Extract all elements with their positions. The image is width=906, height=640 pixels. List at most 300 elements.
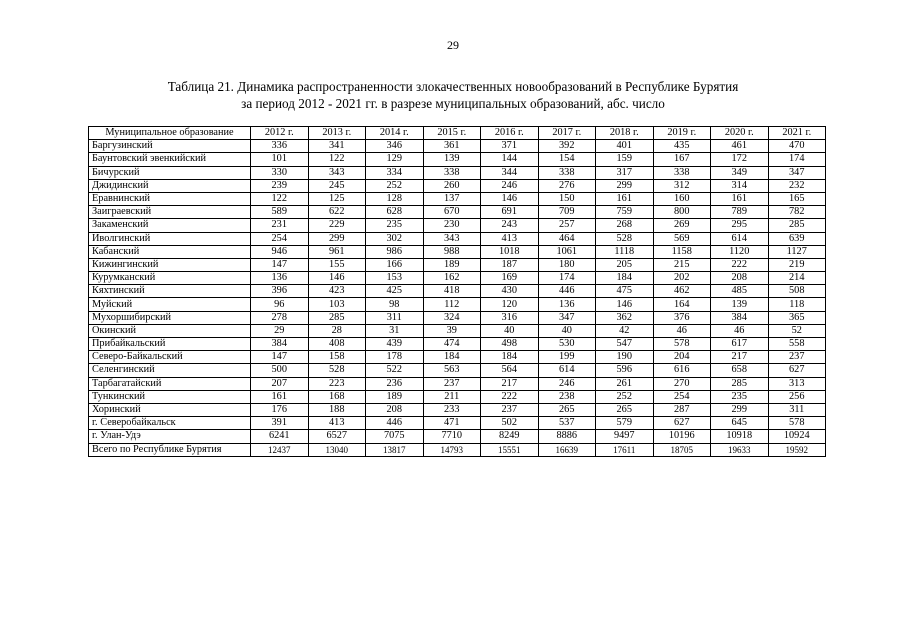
table-row [89,324,826,337]
value-cell: 18705 [653,443,711,456]
cancer-prevalence-table [88,126,826,457]
value-cell: 214 [768,272,826,285]
value-cell: 334 [366,166,424,179]
value-cell: 235 [366,219,424,232]
value-cell: 246 [538,377,596,390]
value-cell: 10918 [711,430,769,443]
value-cell: 153 [366,272,424,285]
value-cell: 237 [423,377,481,390]
value-cell: 261 [596,377,654,390]
table-header-row [89,127,826,140]
value-cell: 215 [653,258,711,271]
value-cell: 160 [653,192,711,205]
value-cell: 7710 [423,430,481,443]
value-cell: 6241 [251,430,309,443]
value-cell: 184 [596,272,654,285]
column-header: 2016 г. [481,127,539,140]
municipality-cell: Муйский [89,298,251,311]
value-cell: 136 [251,272,309,285]
value-cell: 9497 [596,430,654,443]
table-row [89,206,826,219]
value-cell: 446 [366,417,424,430]
value-cell: 254 [653,390,711,403]
value-cell: 338 [423,166,481,179]
value-cell: 276 [538,179,596,192]
value-cell: 164 [653,298,711,311]
municipality-cell: Кяхтинский [89,285,251,298]
municipality-cell: Всего по Республике Бурятия [89,443,251,456]
value-cell: 528 [308,364,366,377]
table-row [89,272,826,285]
value-cell: 144 [481,153,539,166]
value-cell: 13040 [308,443,366,456]
value-cell: 146 [481,192,539,205]
value-cell: 155 [308,258,366,271]
value-cell: 295 [711,219,769,232]
value-cell: 166 [366,258,424,271]
table-row [89,298,826,311]
value-cell: 311 [768,403,826,416]
value-cell: 371 [481,140,539,153]
value-cell: 622 [308,206,366,219]
value-cell: 28 [308,324,366,337]
value-cell: 265 [538,403,596,416]
table-row [89,192,826,205]
value-cell: 169 [481,272,539,285]
value-cell: 278 [251,311,309,324]
value-cell: 617 [711,338,769,351]
value-cell: 235 [711,390,769,403]
table-row [89,285,826,298]
table-body [89,140,826,457]
value-cell: 29 [251,324,309,337]
value-cell: 376 [653,311,711,324]
column-header: 2012 г. [251,127,309,140]
value-cell: 254 [251,232,309,245]
value-cell: 401 [596,140,654,153]
value-cell: 330 [251,166,309,179]
table-row [89,390,826,403]
value-cell: 392 [538,140,596,153]
value-cell: 336 [251,140,309,153]
value-cell: 122 [308,153,366,166]
value-cell: 180 [538,258,596,271]
municipality-cell: Баунтовский эвенкийский [89,153,251,166]
value-cell: 128 [366,192,424,205]
value-cell: 120 [481,298,539,311]
value-cell: 257 [538,219,596,232]
value-cell: 522 [366,364,424,377]
municipality-cell: Окинский [89,324,251,337]
table-row [89,377,826,390]
value-cell: 285 [711,377,769,390]
value-cell: 446 [538,285,596,298]
value-cell: 502 [481,417,539,430]
value-cell: 475 [596,285,654,298]
value-cell: 222 [481,390,539,403]
table-row [89,258,826,271]
value-cell: 344 [481,166,539,179]
value-cell: 12437 [251,443,309,456]
value-cell: 471 [423,417,481,430]
value-cell: 204 [653,351,711,364]
value-cell: 252 [366,179,424,192]
value-cell: 103 [308,298,366,311]
value-cell: 147 [251,258,309,271]
value-cell: 211 [423,390,481,403]
municipality-cell: Заиграевский [89,206,251,219]
value-cell: 161 [251,390,309,403]
value-cell: 178 [366,351,424,364]
value-cell: 691 [481,206,539,219]
value-cell: 101 [251,153,309,166]
value-cell: 40 [538,324,596,337]
value-cell: 265 [596,403,654,416]
table-row [89,430,826,443]
value-cell: 238 [538,390,596,403]
value-cell: 537 [538,417,596,430]
value-cell: 260 [423,179,481,192]
municipality-cell: г. Улан-Удэ [89,430,251,443]
table-row [89,311,826,324]
value-cell: 347 [538,311,596,324]
value-cell: 246 [481,179,539,192]
value-cell: 461 [711,140,769,153]
value-cell: 338 [538,166,596,179]
municipality-cell: Джидинский [89,179,251,192]
value-cell: 189 [423,258,481,271]
value-cell: 172 [711,153,769,166]
value-cell: 324 [423,311,481,324]
value-cell: 39 [423,324,481,337]
value-cell: 474 [423,338,481,351]
column-header: 2014 г. [366,127,424,140]
table-title-line-1: Таблица 21. Динамика распространенности злокачественных новообразований в Республике Бурятия [167,79,739,94]
value-cell: 391 [251,417,309,430]
value-cell: 165 [768,192,826,205]
value-cell: 187 [481,258,539,271]
value-cell: 245 [308,179,366,192]
value-cell: 709 [538,206,596,219]
value-cell: 46 [653,324,711,337]
value-cell: 122 [251,192,309,205]
column-header: 2021 г. [768,127,826,140]
municipality-cell: Тункинский [89,390,251,403]
value-cell: 362 [596,311,654,324]
value-cell: 558 [768,338,826,351]
value-cell: 946 [251,245,309,258]
value-cell: 1127 [768,245,826,258]
value-cell: 137 [423,192,481,205]
municipality-cell: Закаменский [89,219,251,232]
table-row [89,245,826,258]
value-cell: 485 [711,285,769,298]
value-cell: 589 [251,206,309,219]
value-cell: 150 [538,192,596,205]
value-cell: 347 [768,166,826,179]
value-cell: 118 [768,298,826,311]
value-cell: 346 [366,140,424,153]
municipality-cell: Северо-Байкальский [89,351,251,364]
value-cell: 316 [481,311,539,324]
value-cell: 268 [596,219,654,232]
value-cell: 782 [768,206,826,219]
value-cell: 408 [308,338,366,351]
value-cell: 1120 [711,245,769,258]
page-number: 29 [447,38,459,52]
value-cell: 470 [768,140,826,153]
value-cell: 188 [308,403,366,416]
value-cell: 154 [538,153,596,166]
value-cell: 147 [251,351,309,364]
table-row [89,351,826,364]
value-cell: 596 [596,364,654,377]
table-title-line-2: за период 2012 - 2021 гг. в разрезе муниципальных образований, абс. число [241,96,665,111]
value-cell: 343 [423,232,481,245]
table-row [89,166,826,179]
value-cell: 112 [423,298,481,311]
value-cell: 961 [308,245,366,258]
municipality-cell: Иволгинский [89,232,251,245]
value-cell: 174 [538,272,596,285]
value-cell: 223 [308,377,366,390]
value-cell: 190 [596,351,654,364]
value-cell: 199 [538,351,596,364]
value-cell: 98 [366,298,424,311]
value-cell: 435 [653,140,711,153]
value-cell: 237 [768,351,826,364]
value-cell: 217 [711,351,769,364]
table-row [89,153,826,166]
value-cell: 627 [653,417,711,430]
value-cell: 302 [366,232,424,245]
value-cell: 314 [711,179,769,192]
value-cell: 237 [481,403,539,416]
total-row [89,443,826,456]
value-cell: 202 [653,272,711,285]
value-cell: 413 [481,232,539,245]
value-cell: 361 [423,140,481,153]
value-cell: 508 [768,285,826,298]
value-cell: 162 [423,272,481,285]
value-cell: 1158 [653,245,711,258]
value-cell: 614 [711,232,769,245]
value-cell: 230 [423,219,481,232]
value-cell: 189 [366,390,424,403]
value-cell: 569 [653,232,711,245]
municipality-cell: Курумканский [89,272,251,285]
value-cell: 229 [308,219,366,232]
value-cell: 13817 [366,443,424,456]
value-cell: 16639 [538,443,596,456]
value-cell: 563 [423,364,481,377]
value-cell: 627 [768,364,826,377]
value-cell: 639 [768,232,826,245]
value-cell: 19592 [768,443,826,456]
column-header: 2019 г. [653,127,711,140]
column-header: 2017 г. [538,127,596,140]
value-cell: 15551 [481,443,539,456]
value-cell: 252 [596,390,654,403]
value-cell: 418 [423,285,481,298]
value-cell: 464 [538,232,596,245]
value-cell: 14793 [423,443,481,456]
value-cell: 579 [596,417,654,430]
value-cell: 498 [481,338,539,351]
value-cell: 184 [481,351,539,364]
value-cell: 285 [768,219,826,232]
value-cell: 564 [481,364,539,377]
value-cell: 313 [768,377,826,390]
value-cell: 184 [423,351,481,364]
value-cell: 578 [653,338,711,351]
value-cell: 158 [308,351,366,364]
value-cell: 439 [366,338,424,351]
value-cell: 312 [653,179,711,192]
value-cell: 299 [596,179,654,192]
value-cell: 159 [596,153,654,166]
value-cell: 530 [538,338,596,351]
value-cell: 317 [596,166,654,179]
value-cell: 789 [711,206,769,219]
value-cell: 232 [768,179,826,192]
value-cell: 146 [596,298,654,311]
value-cell: 139 [711,298,769,311]
value-cell: 528 [596,232,654,245]
value-cell: 136 [538,298,596,311]
value-cell: 146 [308,272,366,285]
value-cell: 52 [768,324,826,337]
value-cell: 311 [366,311,424,324]
municipality-cell: Тарбагатайский [89,377,251,390]
municipality-cell: Селенгинский [89,364,251,377]
municipality-cell: Хоринский [89,403,251,416]
table-row [89,219,826,232]
value-cell: 96 [251,298,309,311]
value-cell: 222 [711,258,769,271]
value-cell: 42 [596,324,654,337]
value-cell: 299 [308,232,366,245]
value-cell: 287 [653,403,711,416]
value-cell: 17611 [596,443,654,456]
value-cell: 208 [711,272,769,285]
value-cell: 205 [596,258,654,271]
value-cell: 31 [366,324,424,337]
value-cell: 413 [308,417,366,430]
value-cell: 986 [366,245,424,258]
value-cell: 129 [366,153,424,166]
value-cell: 174 [768,153,826,166]
table-title [0,78,906,112]
table-row [89,403,826,416]
value-cell: 645 [711,417,769,430]
value-cell: 40 [481,324,539,337]
value-cell: 1061 [538,245,596,258]
value-cell: 161 [596,192,654,205]
table-row [89,179,826,192]
value-cell: 236 [366,377,424,390]
value-cell: 161 [711,192,769,205]
value-cell: 341 [308,140,366,153]
value-cell: 670 [423,206,481,219]
value-cell: 167 [653,153,711,166]
value-cell: 19633 [711,443,769,456]
value-cell: 299 [711,403,769,416]
value-cell: 349 [711,166,769,179]
value-cell: 270 [653,377,711,390]
table-row [89,364,826,377]
value-cell: 547 [596,338,654,351]
value-cell: 988 [423,245,481,258]
table-row [89,232,826,245]
value-cell: 462 [653,285,711,298]
value-cell: 233 [423,403,481,416]
value-cell: 338 [653,166,711,179]
value-cell: 658 [711,364,769,377]
municipality-cell: Бичурский [89,166,251,179]
table-row [89,338,826,351]
value-cell: 616 [653,364,711,377]
value-cell: 7075 [366,430,424,443]
value-cell: 6527 [308,430,366,443]
value-cell: 207 [251,377,309,390]
value-cell: 10196 [653,430,711,443]
value-cell: 243 [481,219,539,232]
value-cell: 425 [366,285,424,298]
value-cell: 500 [251,364,309,377]
value-cell: 125 [308,192,366,205]
value-cell: 10924 [768,430,826,443]
value-cell: 384 [711,311,769,324]
value-cell: 285 [308,311,366,324]
column-header: 2013 г. [308,127,366,140]
value-cell: 384 [251,338,309,351]
municipality-cell: Еравнинский [89,192,251,205]
value-cell: 231 [251,219,309,232]
value-cell: 423 [308,285,366,298]
column-header: 2015 г. [423,127,481,140]
value-cell: 176 [251,403,309,416]
value-cell: 256 [768,390,826,403]
value-cell: 365 [768,311,826,324]
municipality-cell: Кижингинский [89,258,251,271]
value-cell: 430 [481,285,539,298]
value-cell: 168 [308,390,366,403]
value-cell: 269 [653,219,711,232]
column-header: 2020 г. [711,127,769,140]
table-row [89,417,826,430]
value-cell: 396 [251,285,309,298]
value-cell: 628 [366,206,424,219]
value-cell: 217 [481,377,539,390]
value-cell: 759 [596,206,654,219]
value-cell: 8249 [481,430,539,443]
value-cell: 614 [538,364,596,377]
municipality-cell: Мухоршибирский [89,311,251,324]
municipality-cell: Кабанский [89,245,251,258]
value-cell: 800 [653,206,711,219]
value-cell: 46 [711,324,769,337]
value-cell: 8886 [538,430,596,443]
value-cell: 343 [308,166,366,179]
value-cell: 1018 [481,245,539,258]
column-header: 2018 г. [596,127,654,140]
column-header: Муниципальное образование [89,127,251,140]
municipality-cell: Баргузинский [89,140,251,153]
value-cell: 208 [366,403,424,416]
value-cell: 139 [423,153,481,166]
value-cell: 1118 [596,245,654,258]
